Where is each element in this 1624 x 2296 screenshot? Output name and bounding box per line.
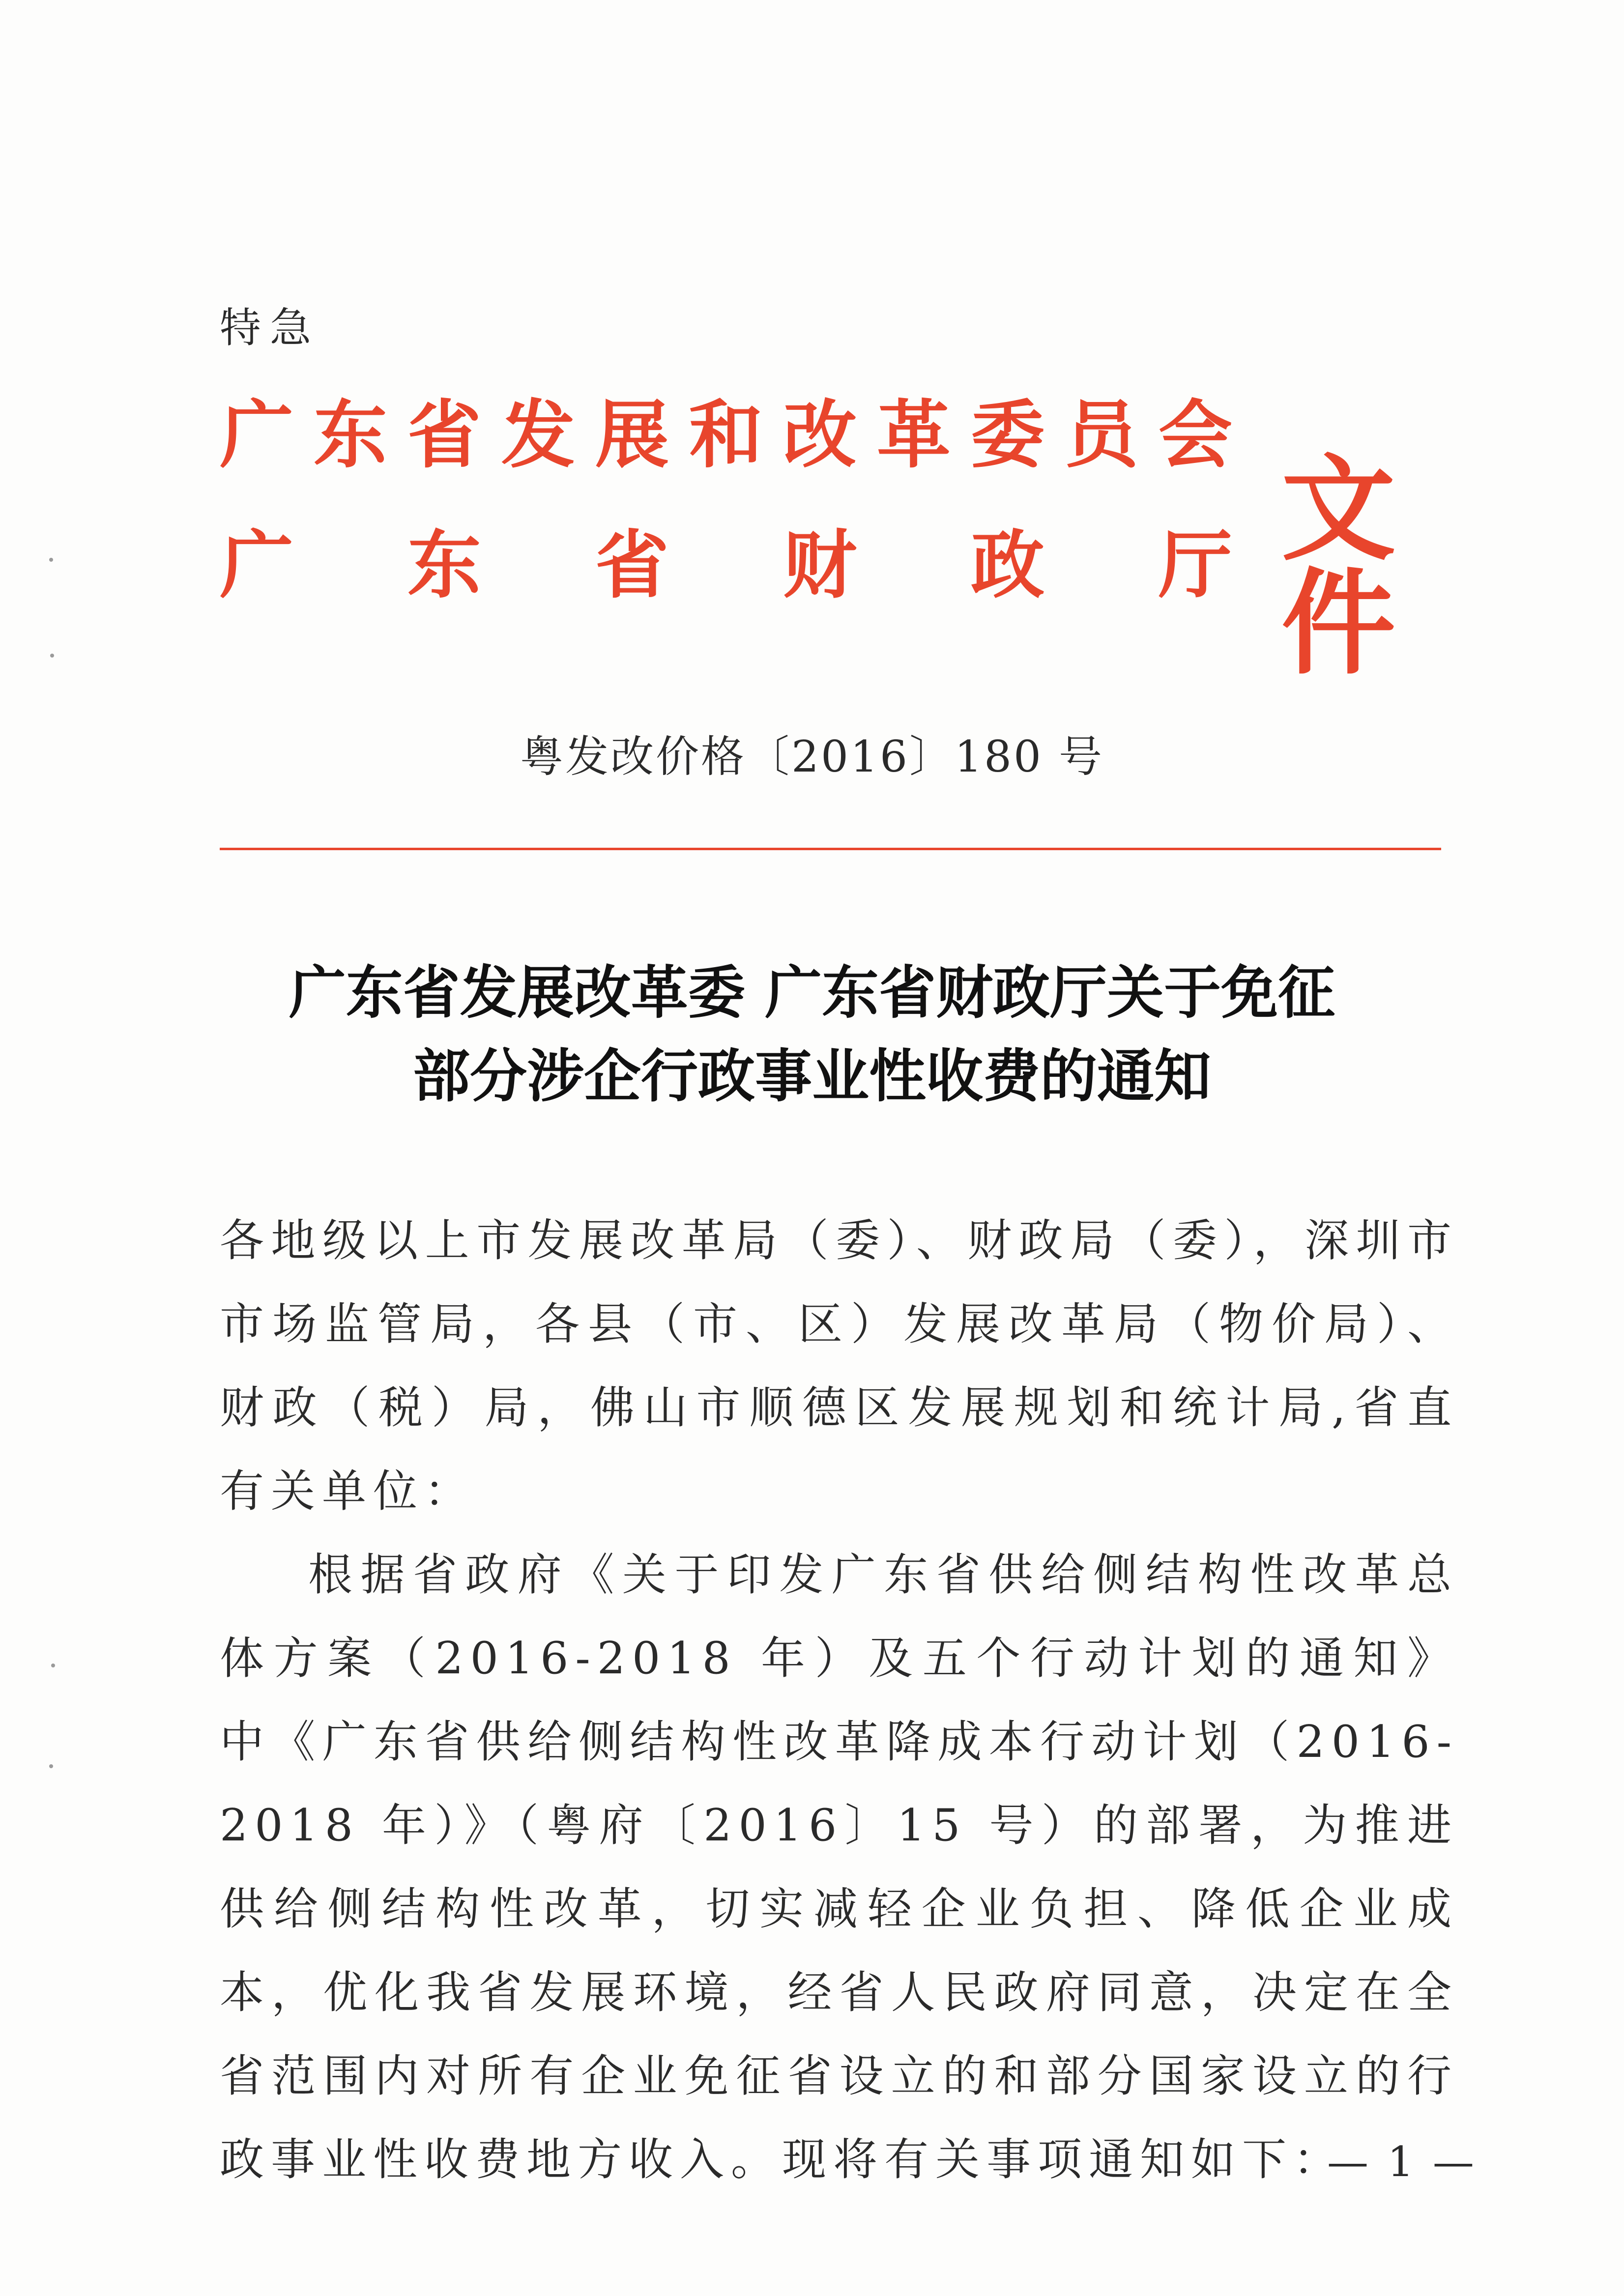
document-title xyxy=(0,951,1624,1118)
scan-speck xyxy=(49,558,53,562)
scan-speck xyxy=(49,1764,53,1768)
title-line-1: 广东省发展改革委 广东省财政厅关于免征 xyxy=(289,959,1335,1026)
issuer-name-line-2 xyxy=(220,522,1232,608)
recipients-paragraph: 各地级以上市发展改革局（委）、财政局（委），深圳市市场监管局，各县（市、区）发展改革局（物价局）、财政（税）局，佛山市顺德区发展规划和统计局,省直有关单位： xyxy=(220,1215,1458,1517)
issuer-name-line-1 xyxy=(220,392,1232,478)
issuer-char: 省 xyxy=(595,522,669,608)
issuer-char: 委 xyxy=(970,392,1044,478)
issuer-char: 员 xyxy=(1064,392,1138,478)
issuer-char: 广 xyxy=(220,522,294,608)
body-paragraph: 根据省政府《关于印发广东省供给侧结构性改革总体方案（2016-2018 年）及五个行动计划的通知》中《广东省供给侧结构性改革降成本行动计划（2016-2018 年）》（粤府〔2016〕15 号）的部署，为推进供给侧结构性改革，切实减轻企业负担、降低企业成本，优化我省发展环境，经省人民政府同意，决定在全省范围内对所有企业免征省设立的和部分国家设立的行政事业性收费地方收入。现将有关事项通知如下： xyxy=(220,1549,1458,2185)
issuer-char: 发 xyxy=(501,392,575,478)
document-body xyxy=(220,1199,1458,2202)
issuer-char: 政 xyxy=(970,522,1044,608)
red-divider xyxy=(220,848,1441,850)
scan-speck xyxy=(50,654,54,658)
title-line-2: 部分涉企行政事业性收费的通知 xyxy=(413,1043,1211,1110)
issuer-char: 革 xyxy=(876,392,951,478)
issuer-header xyxy=(220,392,1488,690)
scan-speck xyxy=(51,1664,55,1667)
page-number: — 1 — xyxy=(1327,2138,1477,2186)
document-type-label: 文件 xyxy=(1281,442,1398,690)
issuer-char: 展 xyxy=(595,392,669,478)
issuer-char: 东 xyxy=(407,522,481,608)
issuer-char: 厅 xyxy=(1158,522,1232,608)
issuer-char: 会 xyxy=(1158,392,1232,478)
issuer-char: 广 xyxy=(220,392,294,478)
issuer-char: 东 xyxy=(313,392,387,478)
issuer-char: 省 xyxy=(407,392,481,478)
issuer-char: 改 xyxy=(783,392,857,478)
issuer-char: 和 xyxy=(689,392,763,478)
issuer-char: 财 xyxy=(783,522,857,608)
document-number: 粤发改价格〔2016〕180 号 xyxy=(520,731,1104,782)
urgency-label: 特急 xyxy=(220,304,320,352)
